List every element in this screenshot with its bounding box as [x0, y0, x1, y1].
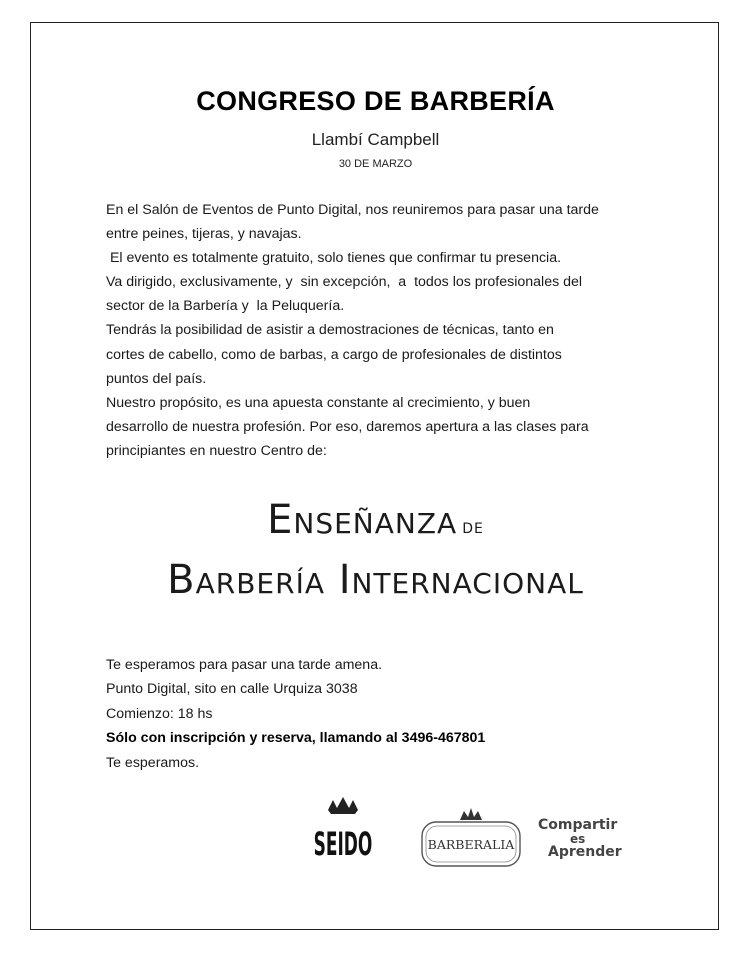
compartir-logo-line: es — [570, 832, 586, 846]
closing-line: Te esperamos para pasar una tarde amena. — [106, 657, 383, 673]
closing-line: Te esperamos. — [106, 754, 200, 771]
body-line: Tendrás la posibilidad de asistir a demostraciones de técnicas, tanto en — [106, 322, 554, 339]
closing-line: Punto Digital, sito en calle Urquiza 3038 — [106, 681, 358, 698]
event-date: 30 DE MARZO — [338, 158, 413, 170]
body-line: cortes de cabello, como de barbas, a cargo de profesionales de distintos — [106, 346, 562, 363]
feature-word-ensenanza: Enseñanza — [267, 497, 458, 543]
feature-heading-line2 — [0, 557, 751, 603]
compartir-es-aprender-logo — [538, 818, 668, 864]
description-paragraph — [106, 198, 686, 463]
feature-heading-line1 — [0, 497, 751, 543]
compartir-logo-line: Aprender — [548, 844, 622, 860]
body-line: entre peines, tijeras, y navajas. — [106, 226, 302, 243]
feature-word-de: DE — [462, 521, 484, 537]
body-line: desarrollo de nuestra profesión. Por eso, daremos apertura a las clases para — [106, 418, 589, 435]
body-line: En el Salón de Eventos de Punto Digital, nos reuniremos para pasar una tarde — [106, 202, 599, 218]
feature-word-barberia-internacional: Barbería Internacional — [167, 557, 584, 603]
barberalia-logo-text: BARBERALIA — [427, 837, 515, 852]
location-subtitle: Llambí Campbell — [311, 130, 440, 149]
barberalia-logo — [418, 806, 524, 870]
body-line: principiantes en nuestro Centro de: — [106, 442, 327, 459]
seido-logo-text: SEIDO — [313, 826, 373, 864]
compartir-logo-line: Compartir — [538, 817, 618, 833]
body-line: El evento es totalmente gratuito, solo tienes que confirmar tu presencia. — [106, 250, 562, 267]
body-line: Va dirigido, exclusivamente, y sin excepción, a todos los profesionales del — [106, 274, 583, 291]
body-line: sector de la Barbería y la Peluquería. — [106, 298, 345, 315]
body-line: puntos del país. — [106, 370, 207, 387]
page-title: CONGRESO DE BARBERÍA — [196, 86, 555, 116]
closing-line: Comienzo: 18 hs — [106, 705, 213, 722]
seido-logo — [313, 796, 373, 868]
closing-block — [106, 653, 666, 775]
body-line: Nuestro propósito, es una apuesta constante al crecimiento, y buen — [106, 394, 531, 411]
reservation-phone: Sólo con inscripción y reserva, llamando al 3496-467801 — [106, 730, 486, 747]
crown-icon — [460, 808, 482, 820]
crown-icon — [328, 797, 358, 814]
